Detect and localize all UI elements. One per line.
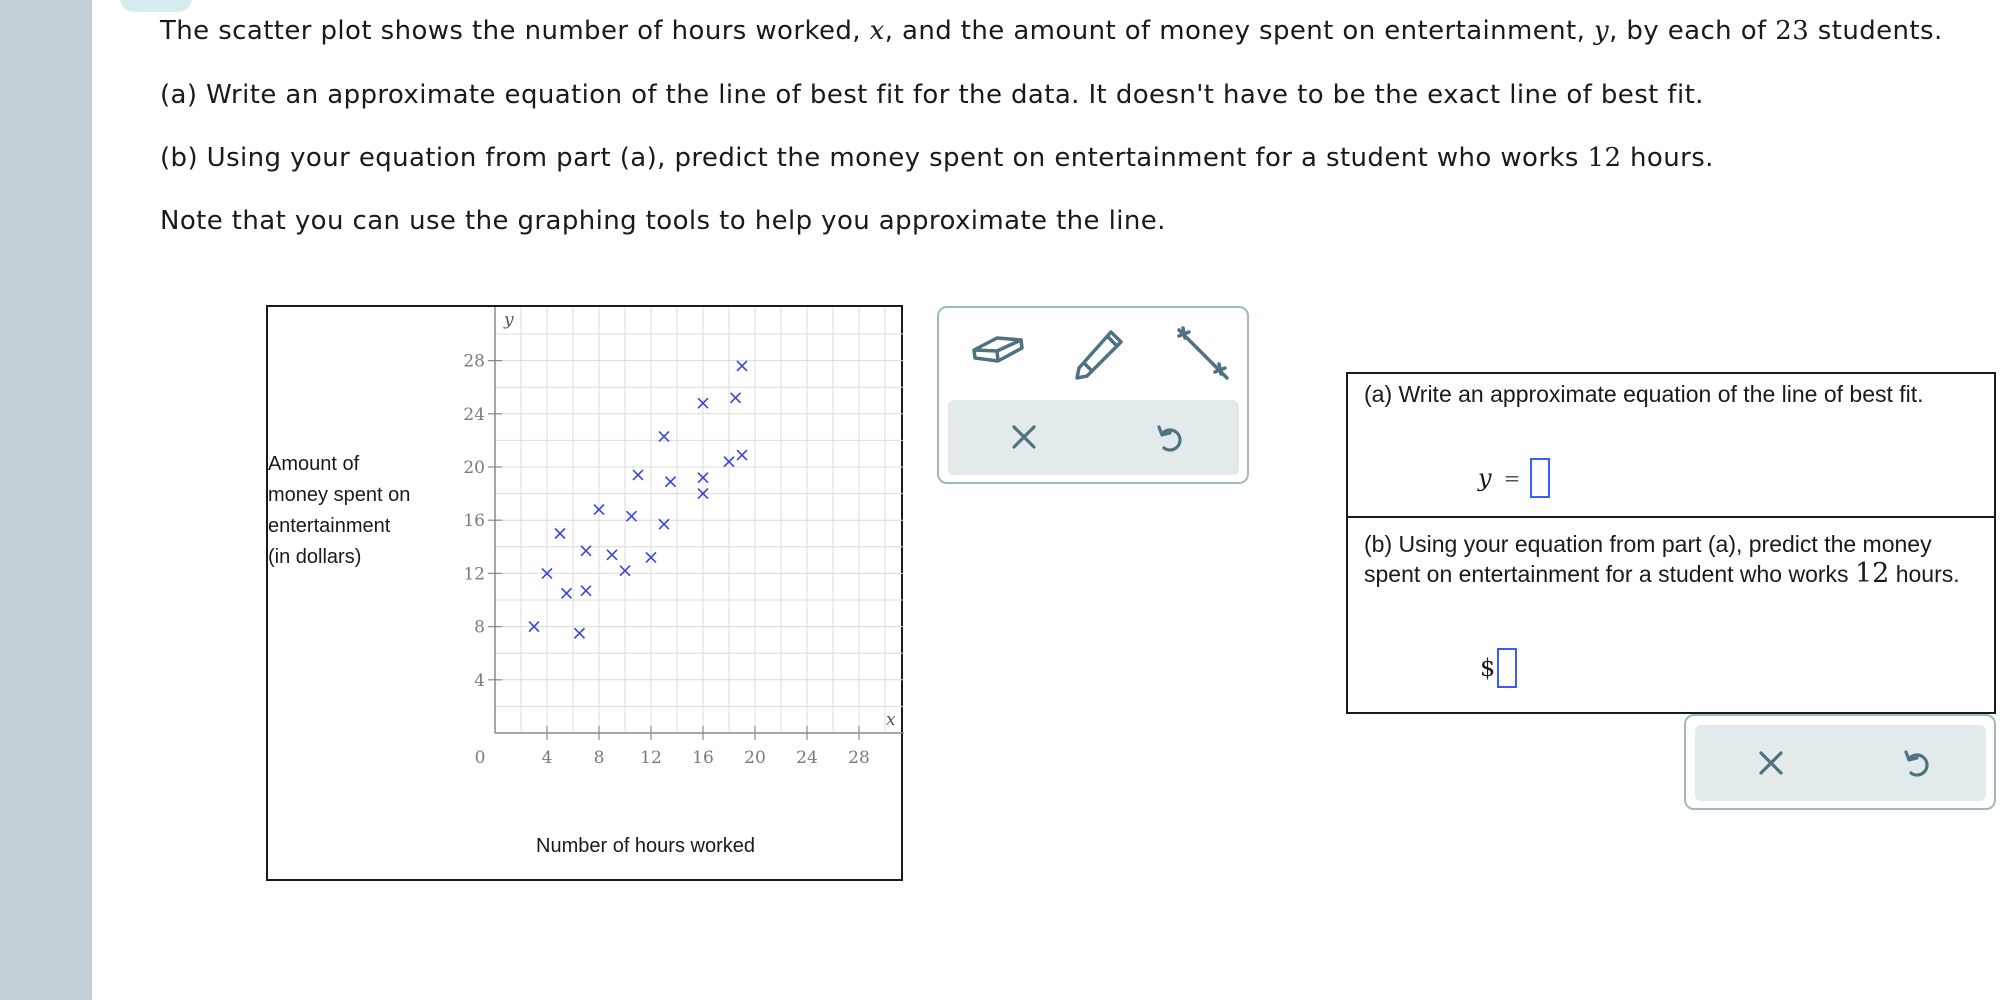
part-b-answer-input[interactable] [1497,648,1517,688]
y-tick-label: 16 [463,511,485,532]
data-point-marker [666,477,676,487]
question-text: students. [1809,16,1943,46]
x-tick-label: 28 [848,748,870,768]
y-axis-letter: y [504,310,514,330]
plot-area[interactable] [268,307,905,883]
hours-value: 12 [1854,558,1890,589]
x-tick-label: 24 [796,748,818,768]
x-axis-title: Number of hours worked [536,835,755,857]
undo-answer-icon[interactable] [1902,747,1932,779]
y-axis-title-line: (in dollars) [268,546,362,568]
prompt-text: (b) Using your equation from part (a), predict the money spent on entertainment for a student who works [1364,531,1932,587]
question-line-2: (a) Write an approximate equation of the line of best fit for the data. It doesn't have to be the exact line of best fit. [160,80,1704,110]
data-point-marker [633,470,643,480]
left-rail [0,0,92,1000]
pencil-icon[interactable] [1071,322,1125,380]
question-text: (b) Using your equation from part (a), predict the money spent on entertainment for a student who works [160,143,1588,173]
variable-y: y [1593,16,1610,46]
y-axis-title-line: money spent on [268,484,411,506]
variable-x: x [869,16,885,46]
x-tick-label: 8 [593,748,605,768]
data-point-marker [575,628,585,638]
eraser-icon[interactable] [969,324,1025,376]
x-tick-label: 4 [541,748,553,768]
data-point-marker [581,586,591,596]
student-count: 23 [1775,16,1810,46]
data-point-marker [737,361,747,371]
x-tick-label: 20 [744,748,766,768]
dollar-sign: $ [1480,654,1496,682]
answer-button-panel [1684,714,1996,810]
x-axis-letter: x [886,710,896,730]
graphing-tools-panel [937,306,1249,484]
part-a-prompt: (a) Write an approximate equation of the line of best fit. [1364,381,1924,407]
close-icon[interactable] [1009,422,1039,452]
y-axis-title-line: Amount of [268,453,360,475]
line-segment-icon[interactable] [1173,324,1233,382]
part-b-prompt [1364,530,1979,589]
prompt-text: hours. [1889,561,1960,587]
part-b-equation [1480,648,1517,688]
y-tick-label: 24 [463,404,485,425]
undo-icon[interactable] [1155,422,1185,454]
x-tick-label: 12 [640,748,662,768]
answer-box [1346,372,1996,714]
part-a-answer-input[interactable] [1530,458,1550,498]
clear-answer-icon[interactable] [1756,748,1786,778]
y-tick-label: 8 [474,617,485,638]
data-point-marker [555,529,565,539]
scatter-plot[interactable] [266,305,903,881]
tool-button-bar [948,400,1239,475]
question-line-1 [160,16,1943,46]
x-tick-label: 16 [692,748,714,768]
origin-label: 0 [474,748,486,768]
answer-button-bar [1695,725,1986,801]
question-text: , and the amount of money spent on entertainment, [884,16,1594,46]
question-line-3 [160,143,1714,173]
equation-variable: y [1478,464,1492,492]
equals-sign: = [1503,466,1521,490]
y-tick-label: 12 [463,564,485,585]
question-text: hours. [1621,143,1714,173]
y-tick-label: 28 [463,351,485,372]
data-point-marker [731,393,741,403]
data-point-marker [607,550,617,560]
question-line-4: Note that you can use the graphing tools to help you approximate the line. [160,206,1166,236]
y-axis-title-line: entertainment [268,515,391,537]
data-point-marker [562,588,572,598]
top-tab[interactable] [120,0,192,12]
y-tick-label: 4 [474,670,485,691]
hours-value: 12 [1587,143,1622,173]
part-a-equation [1478,458,1550,498]
y-tick-label: 20 [463,458,485,478]
data-point-marker [737,450,747,460]
question-text: The scatter plot shows the number of hours worked, [160,16,870,46]
answer-divider [1348,516,1994,518]
question-text: , by each of [1609,16,1776,46]
